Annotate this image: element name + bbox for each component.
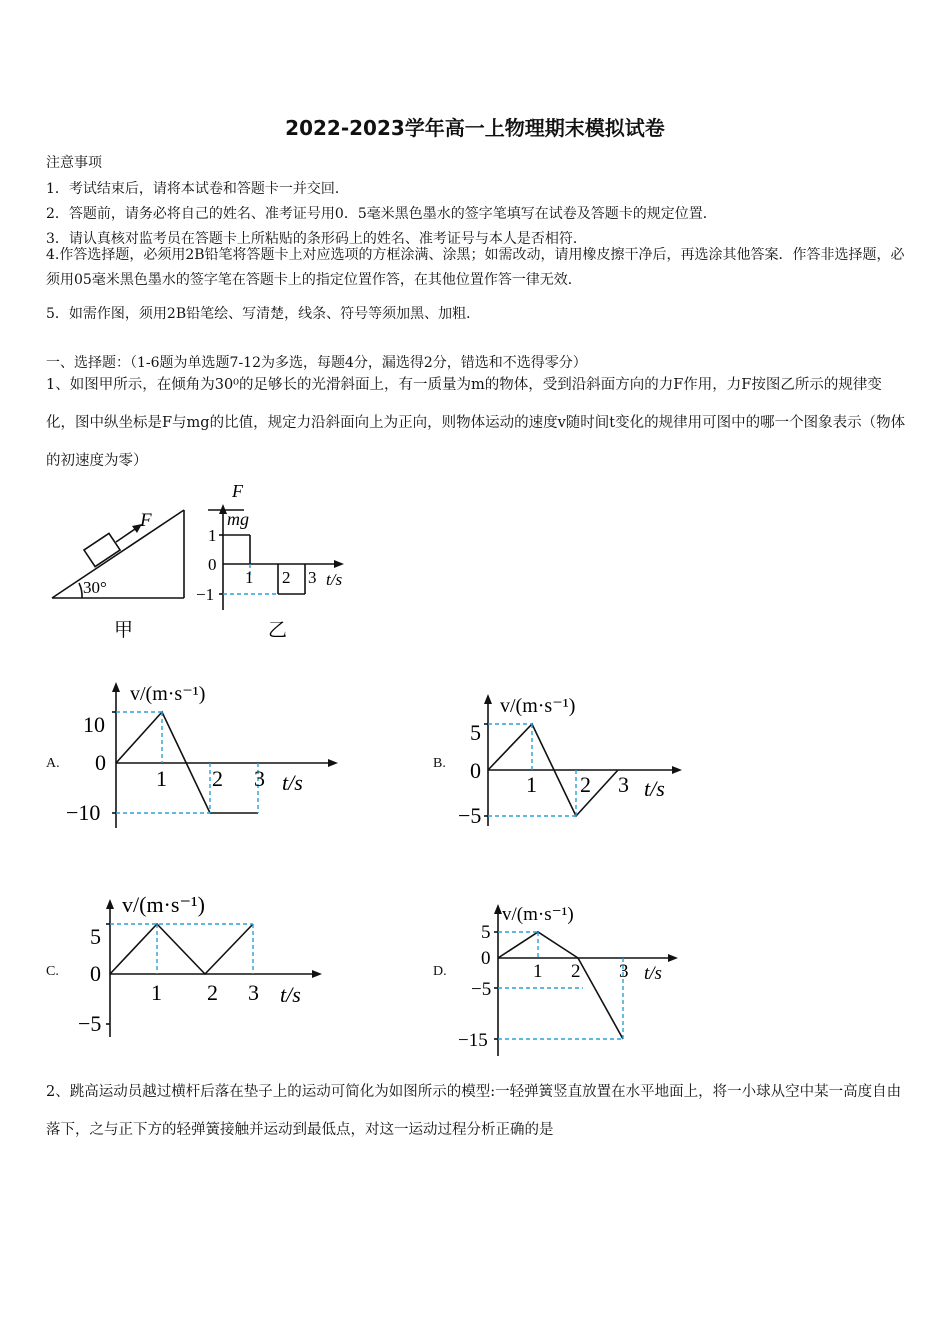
yaxis-label-numerator: F bbox=[232, 482, 243, 501]
option-b-y-tick-neg5: −5 bbox=[458, 803, 482, 828]
option-d-y-tick-neg15: −15 bbox=[458, 1030, 488, 1051]
option-b-x-tick-3: 3 bbox=[618, 772, 629, 797]
option-b-label[interactable]: B. bbox=[433, 756, 446, 771]
option-a-y-tick-10: 10 bbox=[83, 712, 105, 737]
option-a-xlabel: t/s bbox=[282, 770, 303, 795]
notice-item-3: 3．请认真核对监考员在答题卡上所粘贴的条形码上的姓名、准考证号与本人是否相符． bbox=[46, 231, 587, 247]
xaxis-label: t/s bbox=[326, 570, 343, 589]
notice-item-2: 2．答题前，请务必将自己的姓名、准考证号用0．5毫米黑色墨水的签字笔填写在试卷及答题卡的规定位置． bbox=[46, 206, 717, 222]
option-a-x-tick-2: 2 bbox=[212, 766, 223, 791]
option-d-xlabel: t/s bbox=[644, 963, 662, 984]
page-title: 2022-2023学年高一上物理期末模拟试卷 bbox=[285, 116, 665, 140]
figure-yi-force-graph bbox=[196, 482, 366, 642]
notice-item-1: 1．考试结束后，请将本试卷和答题卡一并交回． bbox=[46, 181, 349, 197]
option-d-y-tick-5: 5 bbox=[481, 922, 491, 943]
option-b-ylabel: v/(m·s⁻¹) bbox=[500, 695, 576, 717]
y-tick-neg1: −1 bbox=[196, 585, 215, 604]
option-b-graph bbox=[448, 684, 688, 830]
yaxis-label-denominator: mg bbox=[227, 509, 249, 529]
notice-item-4: 4.作答选择题，必须用2B铅笔将答题卡上对应选项的方框涂满、涂黑；如需改动，请用橡皮擦干净后，再选涂其他答案．作答非选择题，必须用05毫米黑色墨水的签字笔在答题卡上的指定位置作答，在其他位置作答一律无效． bbox=[46, 247, 905, 288]
option-d-y-tick-0: 0 bbox=[481, 948, 491, 969]
notice-heading: 注意事项 bbox=[46, 155, 102, 171]
x-tick-3: 3 bbox=[308, 568, 317, 587]
option-c-y-tick-neg5: −5 bbox=[78, 1011, 102, 1036]
option-b-x-tick-2: 2 bbox=[580, 772, 591, 797]
option-a-label[interactable]: A. bbox=[46, 756, 60, 771]
option-d-ylabel: v/(m·s⁻¹) bbox=[502, 904, 574, 925]
question-2-text: 2、跳高运动员越过横杆后落在垫子上的运动可简化为如图所示的模型:一轻弹簧竖直放置在水平地面上，将一小球从空中某一高度自由落下，之与正下方的轻弹簧接触并运动到最低点，对这一运动过程分析正确的是 bbox=[46, 1084, 902, 1138]
angle-label: 30° bbox=[83, 578, 107, 597]
y-tick-1: 1 bbox=[208, 526, 217, 545]
option-a-y-tick-neg10: −10 bbox=[66, 800, 101, 825]
option-c-x-tick-3: 3 bbox=[248, 980, 259, 1005]
option-d-x-tick-3: 3 bbox=[619, 961, 629, 982]
figure-yi-caption: 乙 bbox=[268, 620, 288, 641]
option-c-x-tick-2: 2 bbox=[207, 980, 218, 1005]
option-b-x-tick-1: 1 bbox=[526, 772, 537, 797]
option-a-ylabel: v/(m·s⁻¹) bbox=[130, 683, 206, 705]
option-d-x-tick-2: 2 bbox=[571, 961, 581, 982]
option-d-x-tick-1: 1 bbox=[533, 961, 543, 982]
figure-jia-incline bbox=[46, 482, 196, 642]
option-a-x-tick-1: 1 bbox=[156, 766, 167, 791]
x-tick-1: 1 bbox=[245, 568, 254, 587]
option-a-x-tick-3: 3 bbox=[254, 766, 265, 791]
option-c-ylabel: v/(m·s⁻¹) bbox=[122, 892, 205, 917]
option-b-y-tick-5: 5 bbox=[470, 720, 481, 745]
section-heading: 一、选择题：（1-6题为单选题7-12为多选，每题4分，漏选得2分，错选和不选得零分） bbox=[46, 355, 587, 371]
option-c-graph bbox=[60, 882, 330, 1042]
option-b-y-tick-0: 0 bbox=[470, 758, 481, 783]
option-c-y-tick-0: 0 bbox=[90, 961, 101, 986]
option-b-xlabel: t/s bbox=[644, 776, 665, 801]
option-d-label[interactable]: D. bbox=[433, 964, 447, 979]
option-a-graph bbox=[60, 672, 340, 832]
option-c-label[interactable]: C. bbox=[46, 964, 59, 979]
option-d-graph bbox=[448, 894, 688, 1064]
y-tick-0: 0 bbox=[208, 555, 217, 574]
option-d-y-tick-neg5: −5 bbox=[471, 979, 492, 1000]
notice-item-5: 5．如需作图，须用2B铅笔绘、写清楚，线条、符号等须加黑、加粗． bbox=[46, 306, 481, 322]
option-c-x-tick-1: 1 bbox=[151, 980, 162, 1005]
x-tick-2: 2 bbox=[282, 568, 291, 587]
force-label: F bbox=[140, 510, 152, 531]
figure-jia-caption: 甲 bbox=[114, 620, 134, 641]
question-1-text: 1、如图甲所示，在倾角为30⁰的足够长的光滑斜面上，有一质量为m的物体，受到沿斜面方向的力F作用，力F按图乙所示的规律变化，图中纵坐标是F与mg的比值，规定力沿斜面向上为正向，则物体运动的速度v随时间t变化的规律用可图中的哪一个图象表示（物体的初速度为零） bbox=[46, 377, 906, 469]
option-c-y-tick-5: 5 bbox=[90, 924, 101, 949]
option-a-y-tick-0: 0 bbox=[95, 750, 106, 775]
option-c-xlabel: t/s bbox=[280, 982, 301, 1007]
